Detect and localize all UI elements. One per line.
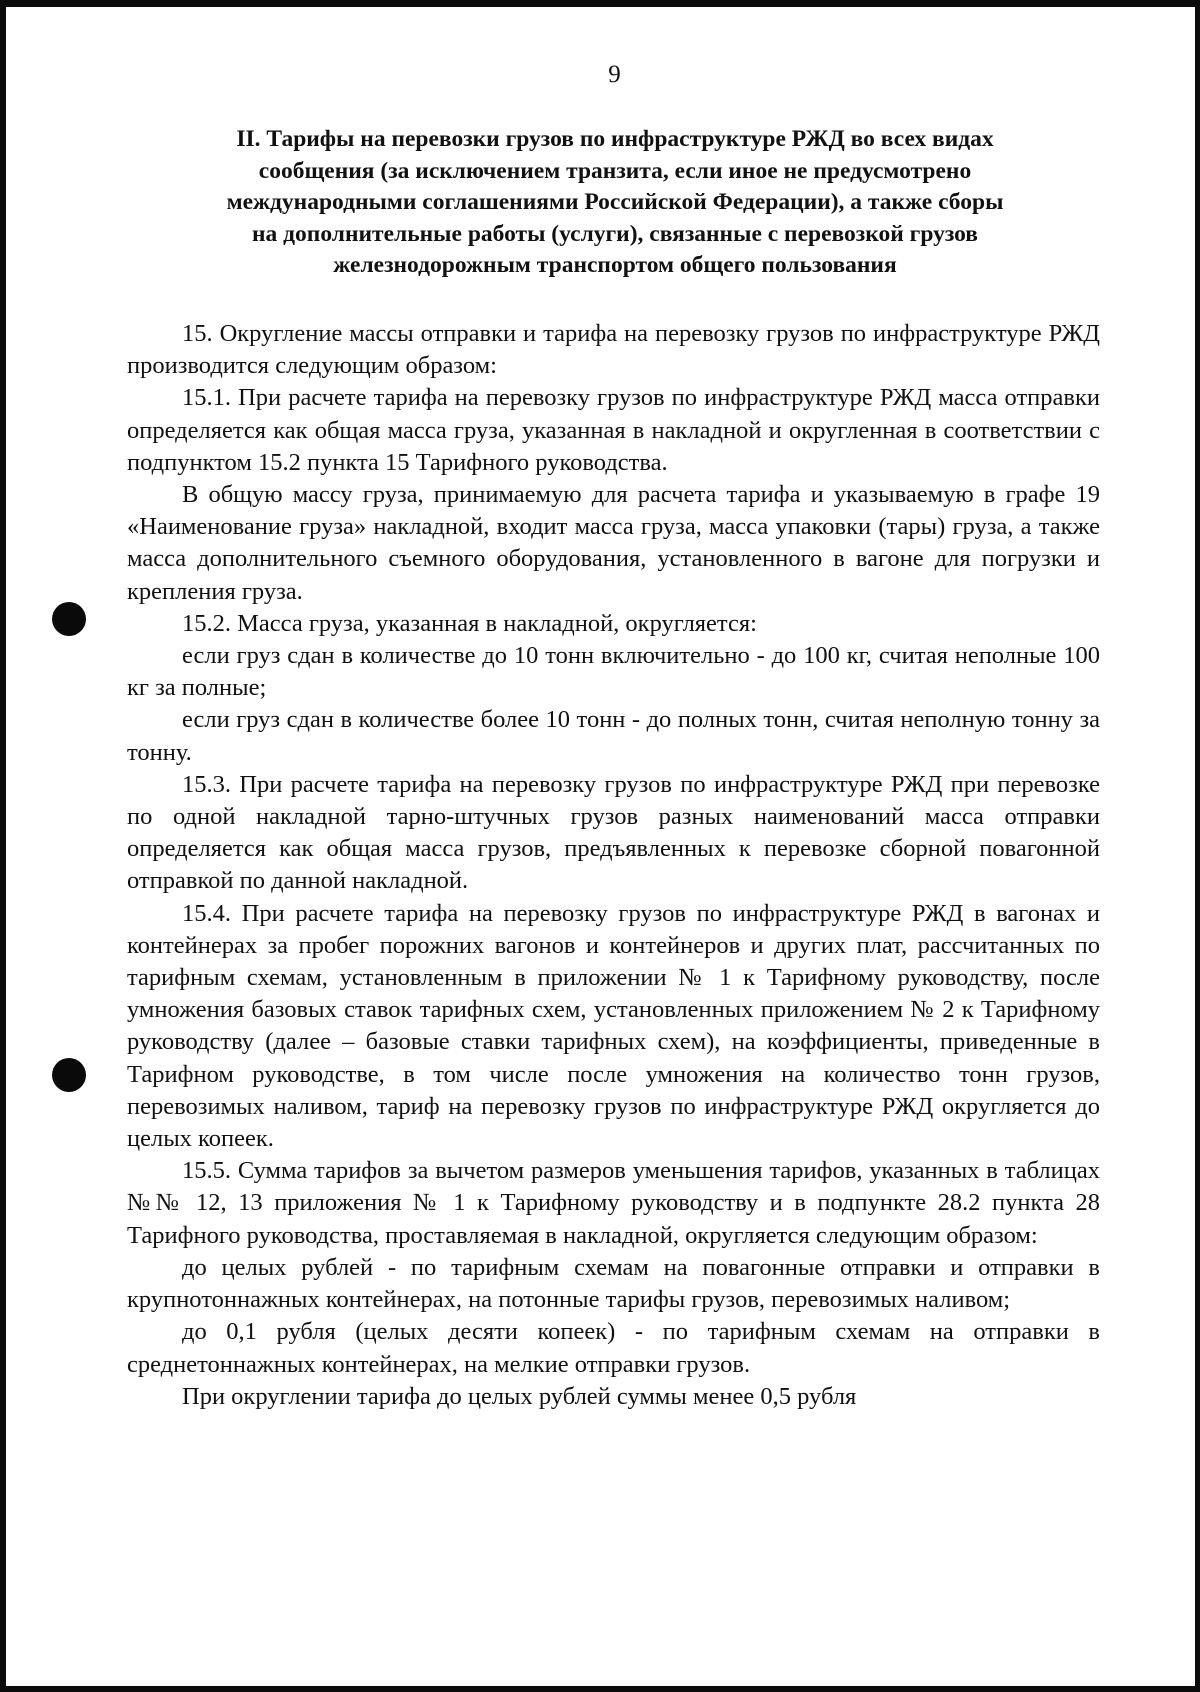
paragraph-15-4: 15.4. При расчете тарифа на перевозку грузов по инфраструктуре РЖД в вагонах и контейнерах за пробег порожних вагонов и контейнеров и других плат, рассчитанных по тарифным схемам, установленным в приложении № 1 к Тарифному руководству, после умножения базовых ставок тарифных схем, установленных приложением № 2 к Тарифному руководству (далее – базовые ставки тарифных схем), на коэффициенты, приведенные в Тарифном руководстве, в том числе после умножения на количество тонн грузов, перевозимых наливом, тариф на перевозку грузов по инфраструктуре РЖД округляется до целых копеек. bbox=[127, 899, 1100, 1153]
paragraph-whole-rubles: до целых рублей - по тарифным схемам на повагонные отправки и отправки в крупнотоннажных контейнерах, на потонные тарифы грузов, перевозимых наливом; bbox=[127, 1253, 1100, 1314]
scan-border-left bbox=[0, 0, 6, 1692]
paragraph-rounding-rule: При округлении тарифа до целых рублей суммы менее 0,5 рубля bbox=[182, 1382, 857, 1410]
heading-line: международными соглашениями Российской Федерации), а также сборы bbox=[226, 189, 1004, 215]
section-heading bbox=[150, 124, 1080, 282]
paragraph-15: 15. Округление массы отправки и тарифа на перевозку грузов по инфраструктуре РЖД производится следующим образом: bbox=[127, 320, 1100, 380]
paragraph-15-1: 15.1. При расчете тарифа на перевозку грузов по инфраструктуре РЖД масса отправки определяется как общая масса груза, указанная в накладной и округленная в соответствии с подпунктом 15.2 пункта 15 Тарифного руководства. bbox=[127, 384, 1100, 476]
paragraph-tenth-ruble: до 0,1 рубля (целых десяти копеек) - по тарифным схемам на отправки в среднетоннажных контейнерах, на мелкие отправки грузов. bbox=[127, 1318, 1100, 1378]
heading-line: на дополнительные работы (услуги), связанные с перевозкой грузов bbox=[252, 220, 978, 247]
heading-line: II. Тарифы на перевозки грузов по инфраструктуре РЖД во всех видах bbox=[236, 126, 994, 152]
paragraph-up-to-10-tons: если груз сдан в количестве до 10 тонн включительно - до 100 кг, считая неполные 100 кг за полные; bbox=[127, 642, 1100, 702]
paragraph-15-2: 15.2. Масса груза, указанная в накладной, округляется: bbox=[182, 609, 757, 637]
scan-border-bottom bbox=[0, 1686, 1200, 1692]
paragraph-15-5: 15.5. Сумма тарифов за вычетом размеров уменьшения тарифов, указанных в таблицах №№ 12, 13 приложения № 1 к Тарифному руководству и в подпункте 28.2 пункта 28 Тарифного руководства, проставляемая в накладной, округляется следующим образом: bbox=[127, 1157, 1100, 1249]
page-number: 9 bbox=[608, 61, 621, 88]
paragraph-15-3: 15.3. При расчете тарифа на перевозку грузов по инфраструктуре РЖД при перевозке по одной накладной тарно-штучных грузов разных наименований масса отправки определяется как общая масса грузов, предъявленных к перевозке сборной повагонной отправкой по данной накладной. bbox=[127, 770, 1100, 895]
paragraph-over-10-tons: если груз сдан в количестве более 10 тонн - до полных тонн, считая неполную тонну за тонну. bbox=[127, 706, 1100, 766]
heading-line: железнодорожным транспортом общего пользования bbox=[333, 252, 897, 278]
heading-line: сообщения (за исключением транзита, если иное не предусмотрено bbox=[258, 157, 972, 184]
scan-border-right bbox=[1195, 0, 1200, 1692]
punch-hole-bottom bbox=[52, 1058, 86, 1092]
document-body bbox=[127, 318, 1100, 1413]
scan-border-top bbox=[0, 0, 1200, 7]
punch-hole-top bbox=[52, 602, 86, 636]
paragraph-total-mass: В общую массу груза, принимаемую для расчета тарифа и указываемую в графе 19 «Наименование груза» накладной, входит масса груза, масса упаковки (тары) груза, а также масса дополнительного съемного оборудования, установленного в вагоне для погрузки и крепления груза. bbox=[127, 481, 1100, 605]
